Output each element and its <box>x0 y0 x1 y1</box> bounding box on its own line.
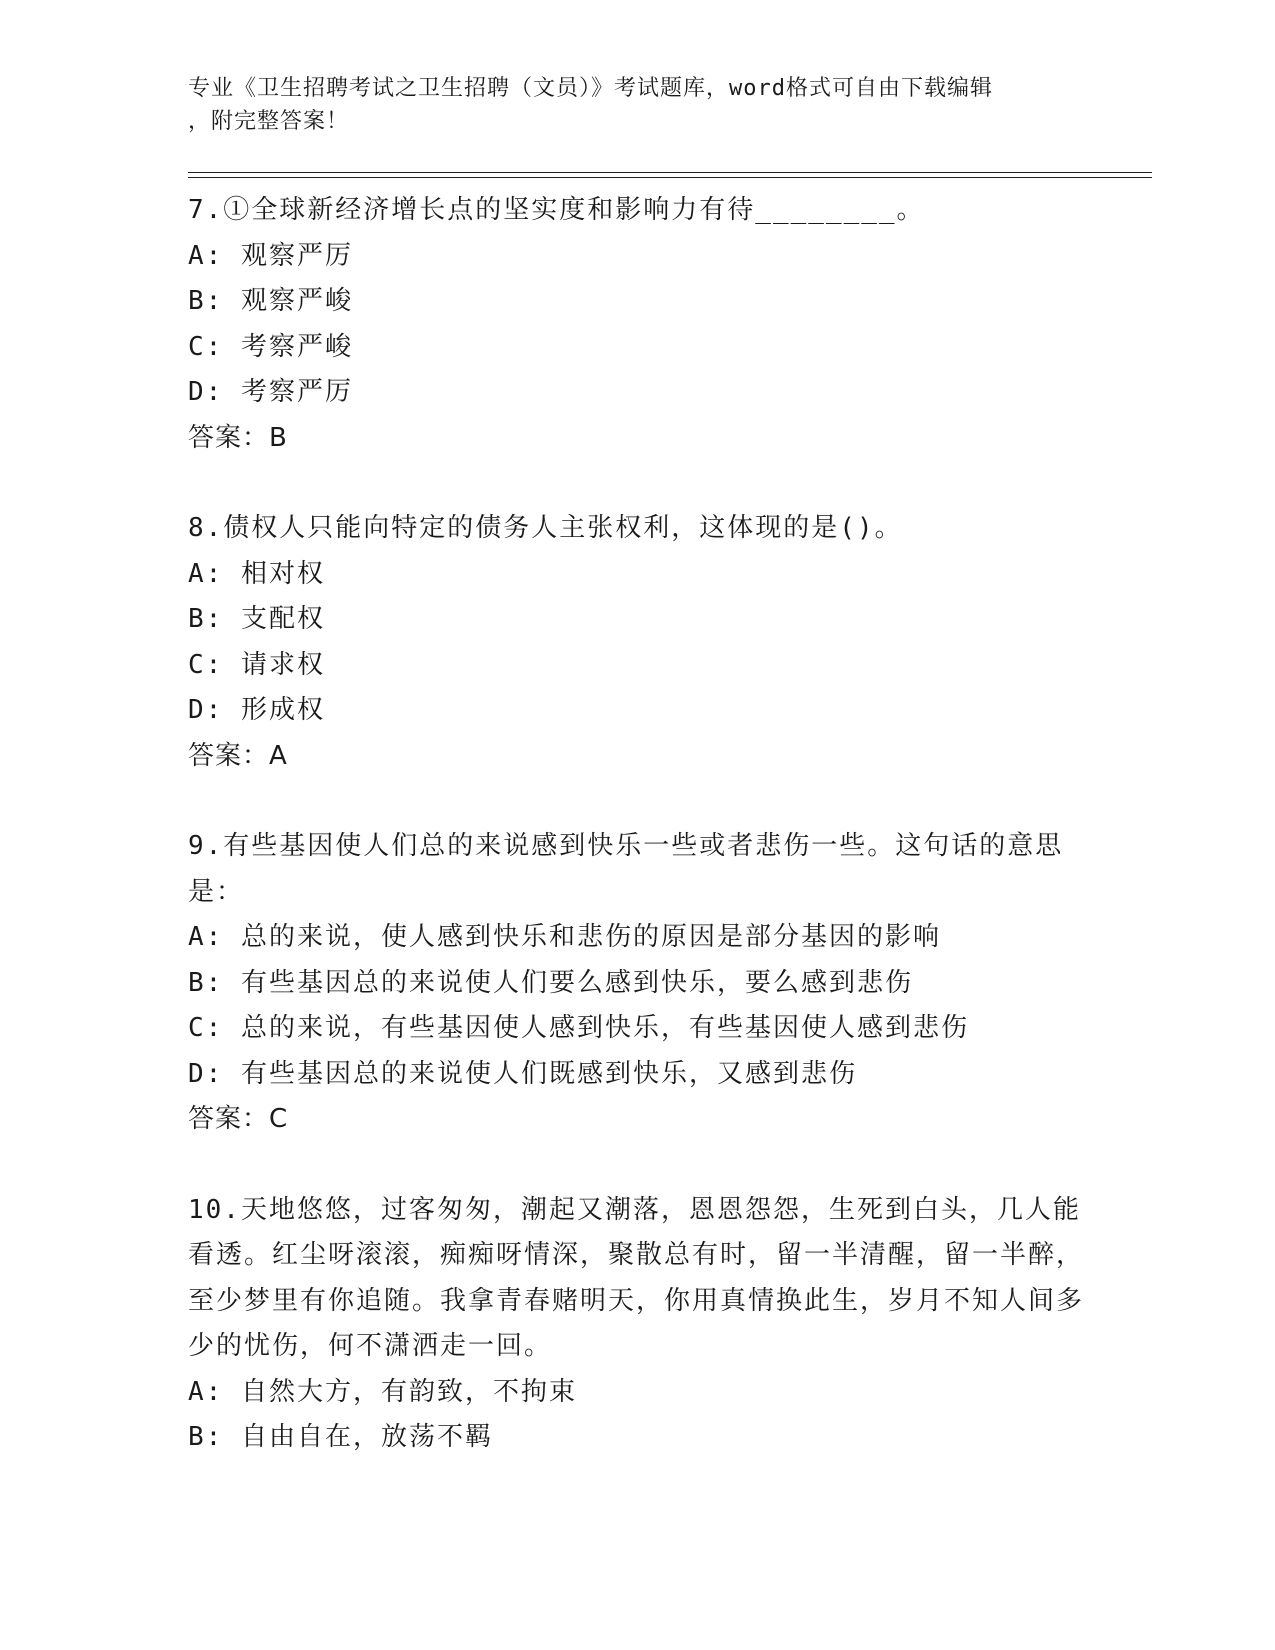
option-c: C: 总的来说，有些基因使人感到快乐，有些基因使人感到悲伤 <box>188 1013 969 1043</box>
question-text: 10.天地悠悠，过客匆匆，潮起又潮落，恩恩怨怨，生死到白头，几人能看透。红尘呀滚滚，痴痴呀情深，聚散总有时，留一半清醒，留一半醉，至少梦里有你追随。我拿青春赌明天，你用真情换此生，岁月不知人间多少的忧伤，何不潇洒走一回。 <box>188 1194 1085 1361</box>
option-b: B: 支配权 <box>188 604 325 634</box>
answer-line: 答案：A <box>188 740 288 771</box>
option-d: D: 有些基因总的来说使人们既感到快乐，又感到悲伤 <box>188 1058 857 1089</box>
option-b: B: 有些基因总的来说使人们要么感到快乐，要么感到悲伤 <box>188 967 913 998</box>
answer-line: 答案：C <box>188 1104 289 1134</box>
answer-line: 答案：B <box>188 422 288 453</box>
option-b: B: 观察严峻 <box>188 286 353 316</box>
document-header <box>188 72 1088 138</box>
option-b: B: 自由自在，放荡不羁 <box>188 1422 493 1452</box>
option-a: A: 自然大方，有韵致，不拘束 <box>188 1376 577 1407</box>
header-divider-bottom <box>188 177 1152 178</box>
header-line-2: ，附完整答案！ <box>188 109 350 134</box>
question-text: 9.有些基因使人们总的来说感到快乐一些或者悲伤一些。这句话的意思是： <box>188 831 1064 907</box>
option-c: C: 请求权 <box>188 649 325 680</box>
option-d: D: 形成权 <box>188 695 325 725</box>
option-a: A: 相对权 <box>188 558 325 589</box>
header-line-1: 专业《卫生招聘考试之卫生招聘（文员）》考试题库，word格式可自由下载编辑 <box>188 76 993 101</box>
question-text: 7.①全球新经济增长点的坚实度和影响力有待________。 <box>188 195 925 225</box>
option-c: C: 考察严峻 <box>188 331 353 362</box>
question-9 <box>188 824 1088 1143</box>
option-d: D: 考察严厉 <box>188 377 353 407</box>
question-list <box>188 188 1088 1506</box>
option-a: A: 总的来说，使人感到快乐和悲伤的原因是部分基因的影响 <box>188 922 941 952</box>
question-text: 8.债权人只能向特定的债务人主张权利，这体现的是()。 <box>188 513 903 543</box>
header-divider-top <box>188 172 1152 173</box>
option-a: A: 观察严厉 <box>188 240 353 271</box>
question-7 <box>188 188 1088 461</box>
question-8 <box>188 506 1088 779</box>
question-10 <box>188 1188 1088 1461</box>
